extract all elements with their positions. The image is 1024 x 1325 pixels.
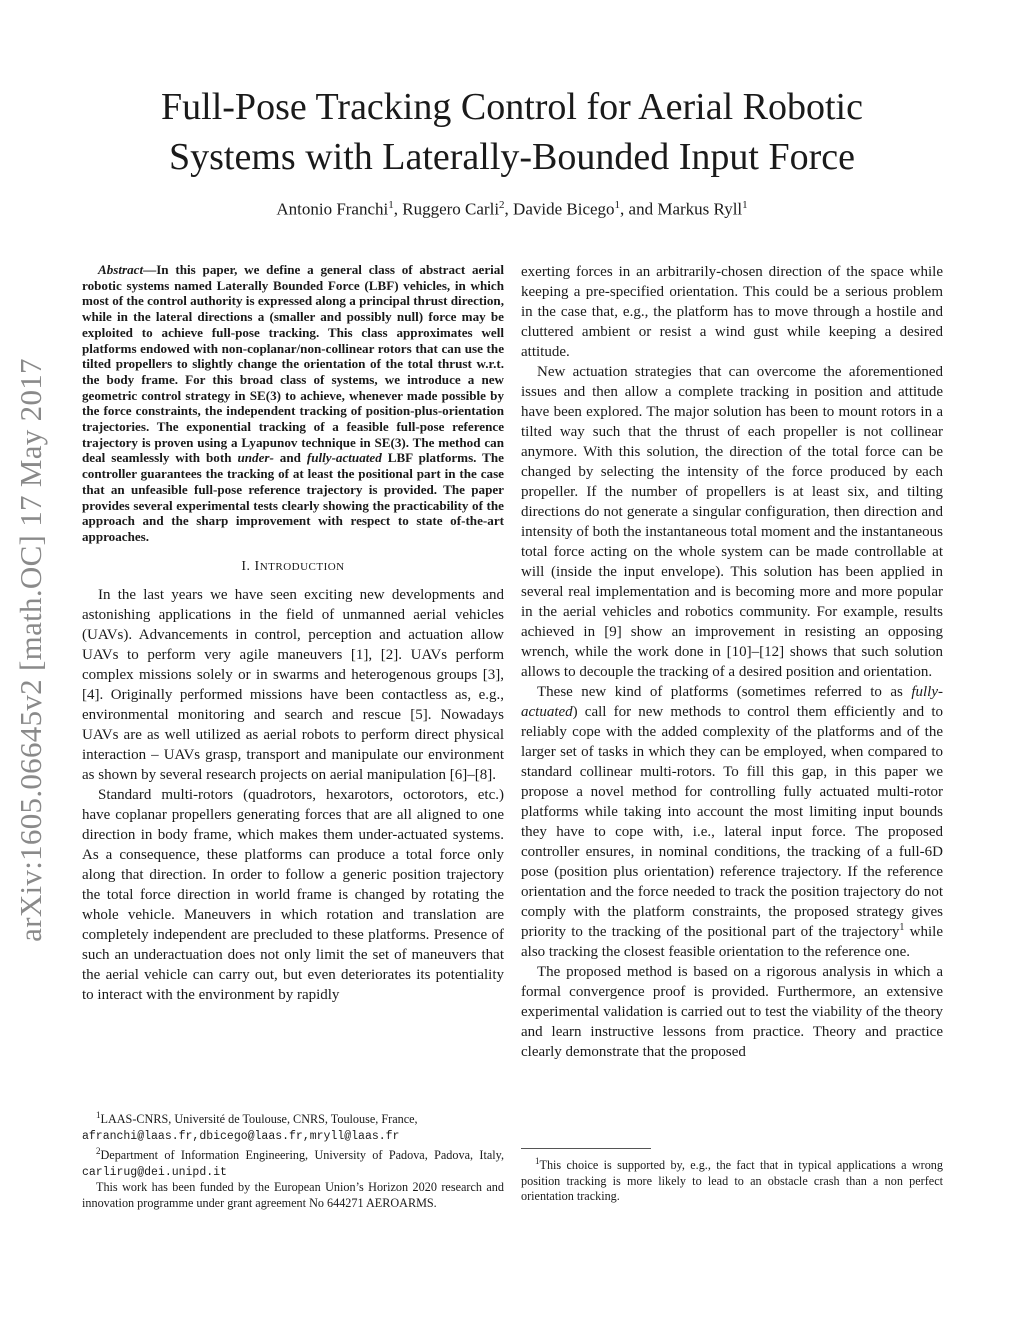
author-name: , Ruggero Carli [393,199,500,219]
footnote-1 [521,1154,943,1205]
funding-note: This work has been funded by the European Union’s Horizon 2020 research and innovation programme under grant agreement No 644271 AEROARMS. [82,1180,504,1210]
abstract-text: In this paper, we define a general class of abstract aerial robotic systems named Laterally Bounded Force (LBF) vehicles, in which most of the control authority is expressed along a principal thrust direction, while in the lateral directions a (smaller and possibly null) force may be exploited to achieve full-pose tracking. This class approximates well platforms endowed with non-coplanar/non-collinear rotors that can use the tilted propellers to slightly change the orientation of the total thrust w.r.t. the body frame. For this broad class of systems, we introduce a new geometric control strategy in SE(3) to achieve, whenever made possible by the force constraints, the independent tracking of position-plus-orientation trajectories. The exponential tracking of a feasible full-pose reference trajectory is proven using a Lyapunov technique in SE(3). The method can deal seamlessly with both [82,262,504,466]
author-name: Antonio Franchi [276,199,389,219]
arxiv-identifier-stamp [6,340,56,960]
abstract-label: Abstract [98,262,144,277]
text-run: These new kind of platforms (sometimes referred to as [537,684,912,700]
affiliation-mark: 2 [499,199,505,211]
paragraph: exerting forces in an arbitrarily-chosen direction of the space while keeping a pre-specified orientation. This could be a serious problem in the case that, e.g., the platform has to move through a hostile and cluttered ambient or resist a wind gust while keeping a desired attitude. [521,264,943,360]
section-numeral: I. [241,558,255,574]
section-rest: NTRODUCTION [259,560,345,573]
arxiv-stamp-text: arXiv:1605.06645v2 [math.OC] 17 May 2017 [13,358,48,942]
footnote-mark: 2 [96,1146,101,1157]
author-name: , Davide Bicego [504,199,615,219]
author-emails: afranchi@laas.fr,dbicego@laas.fr,mryll@laas.fr [82,1129,400,1143]
affiliation-mark: 1 [614,199,621,211]
abstract-under-term: under- [237,450,274,466]
footnote-padova [82,1144,504,1180]
footnote-1-text [521,1154,943,1205]
footnote-text: This choice is supported by, e.g., the fact that in typical applications a wrong position tracking is more likely to lead to an obstacle crash than a non perfect orientation tracking. [521,1158,943,1204]
paragraph: Standard multi-rotors (quadrotors, hexarotors, octorotors, etc.) have coplanar propellers generating forces that are all aligned to one direction in body frame, which makes them under-actuated systems. As a consequence, these platforms can produce a total force only along that direction. In order to follow a generic position trajectory the total force direction in world frame is changed by rotating the whole vehicle. Maneuvers in which rotation and translation are completely independent are precluded to these platforms. Presence of such an underactuation does not only limit the set of maneuvers that the aerial vehicle can carry out, but even deteriorates its potentiality to interact with the environment by rapidly [82,786,504,1003]
left-body-text [82,585,504,1005]
footnote-mark: 1 [96,1110,101,1120]
footnote-text: Department of Information Engineering, University of Padova, Padova, Italy, [100,1148,504,1163]
abstract-text-cont: LBF platforms. The controller guarantees the tracking of at least the positional part in the case that an unfeasible full-pose reference trajectory is provided. The paper provides several experimental tests clearly showing the practicability of the approach and the sharp improvement with respect to state of-the-art approaches. [82,450,504,544]
footnote-text: LAAS-CNRS, Université de Toulouse, CNRS, Toulouse, France, [100,1112,418,1127]
paragraph: The proposed method is based on a rigorous analysis in which a formal convergence proof is provided. Furthermore, an extensive experimental validation is carried out to test the viability of the theory and learn instructive lessons from practice. Theory and practice clearly demonstrate that the proposed [521,964,943,1060]
title-line-1: Full-Pose Tracking Control for Aerial Robotic [161,86,863,128]
footnote-mark: 1 [535,1156,540,1166]
paragraph: In the last years we have seen exciting new developments and astonishing applications in the field of unmanned aerial vehicles (UAVs). Advancements in control, perception and actuation allow UAVs to perform very agile maneuvers [1], [2]. UAVs perform complex missions solely or in swarms and heterogenous groups [3], [4]. Originally performed missions have been contactless as, e.g., environmental monitoring and search and rescue [5]. Nowadays UAVs are as well utilized as aerial robots to perform direct physical interaction – UAVs grasp, transport and manipulate our environment as shown by several research projects on aerial manipulation [6]–[8]. [82,586,504,783]
paper-title [80,82,944,182]
right-column [521,262,943,1062]
abstract-and: and [273,450,307,466]
affiliation-mark: 1 [742,199,748,211]
abstract-fully-term: fully-actuated [306,450,382,466]
author-name: , and Markus Ryll [620,199,743,219]
footnote-divider [521,1148,651,1149]
author-email: carlirug@dei.unipd.it [82,1165,227,1179]
title-line-2: Systems with Laterally-Bounded Input Force [169,136,855,178]
left-column [82,262,504,1005]
affiliation-mark: 1 [388,199,394,211]
fully-actuated-term: fully-actuated [521,684,943,720]
author-list [80,199,944,220]
abstract [82,262,504,545]
paragraph: New actuation strategies that can overcome the aforementioned issues and then allow a complete tracking in position and attitude have been explored. The major solution has been to mount rotors in a tilted way such that the thrust of each propeller is not collinear anymore. With this solution, the direction of the total force can be changed by selecting the intensity of the force produced by each propeller. If the number of propellers is at least six, and tilting directions do not generate a singular configuration, then direction and intensity of both the instantaneous total moment and the instantaneous total force acting on the whole system can be made controllable at will (inside the input envelope). This solution has been applied in several real implementation and is becoming more and more popular in the aerial vehicles and robotics community. For example, results achieved in [9] show an improvement in resisting an opposing wrench, while the work done in [10]–[12] shows that such solution allows to decouple the tracking of a desired position and orientation. [521,364,944,680]
footnote-mark: 1 [899,922,905,933]
section-heading-introduction [82,559,504,575]
section-initial: I [254,558,260,574]
abstract-dash: — [143,262,157,277]
footnote-laas [82,1108,504,1144]
paragraph [521,682,943,962]
text-run: ) call for new methods to control them efficiently and to reliably cope with the added complexity of the platforms and of the larger set of tasks in which they can be employed, when compared to standard collinear multi-rotors. To fill this gap, in this paper we propose a novel method for controlling fully actuated multi-rotor platforms while taking into account the most limiting input bounds they have to cope with, i.e., lateral input force. The proposed controller ensures, in nominal conditions, the tracking of a full-6D pose (position plus orientation) reference trajectory. If the reference orientation and the force needed to track the position trajectory do not comply with the platform constraints, the proposed strategy gives priority to the tracking of the positional part of the trajectory [521,704,943,940]
text-run: while also tracking the closest feasible orientation to the reference one. [521,924,943,960]
affiliation-footnotes [82,1108,504,1211]
